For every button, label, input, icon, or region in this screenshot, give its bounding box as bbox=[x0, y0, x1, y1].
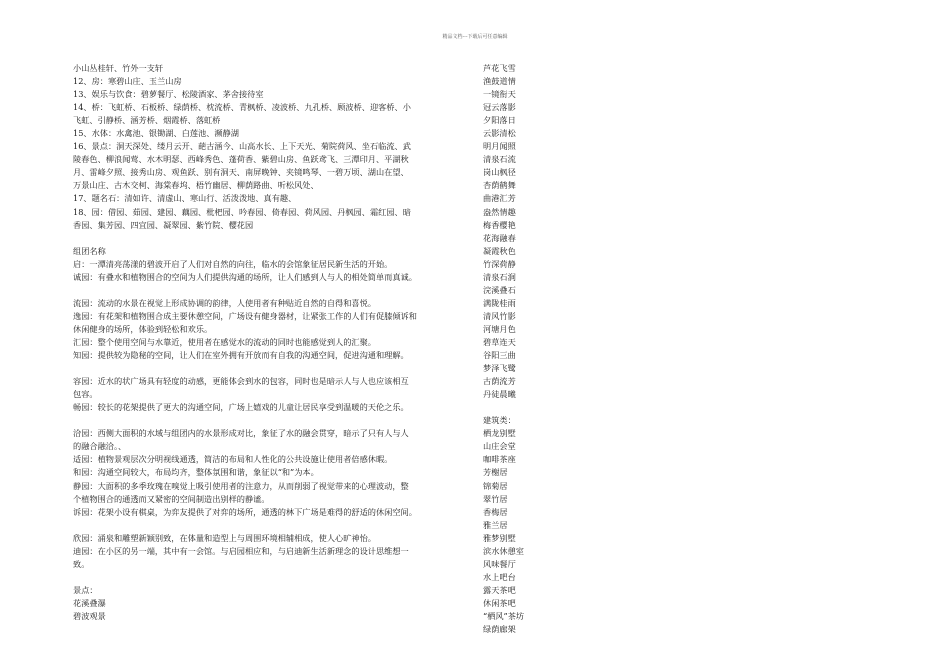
side-text-line: 滨水休憩室 bbox=[483, 545, 524, 556]
side-text-line: 水上吧台 bbox=[483, 571, 516, 582]
side-text-line: 杏荫鹤舞 bbox=[483, 180, 516, 191]
text-line: 包容。 bbox=[73, 389, 98, 400]
text-line: 启：一潭清亮荡漾的碧波开启了人们对自然的向往，临水的会馆象征居民新生活的开始。 bbox=[73, 258, 393, 269]
main-text-column bbox=[73, 62, 473, 623]
text-line: 和园：沟通空间较大，布局均齐，整体氛围和谐，象征以“和”为本。 bbox=[73, 467, 319, 478]
text-line: 休闲健身的场所，体验到轻松和欢乐。 bbox=[73, 323, 213, 334]
side-text-line: 岗山枫径 bbox=[483, 167, 516, 178]
text-line: 月、雷峰夕照、接秀山房、观鱼跃、别有洞天、南屏晚钟、夹镜鸣琴、一碧万顷、湖山在望、 bbox=[73, 167, 409, 178]
text-line: 18、园：借园、茹园、建园、藕园、枇杷园、吟春园、倚春园、荷风园、丹枫园、霜红园、暗 bbox=[73, 206, 411, 217]
side-text-line: 雅梦别墅 bbox=[483, 532, 516, 543]
side-text-line: 绿荫廊架 bbox=[483, 624, 516, 635]
side-text-line: 建筑类： bbox=[483, 415, 516, 426]
side-text-line: 一镜衔天 bbox=[483, 89, 516, 100]
side-text-line: 雅兰居 bbox=[483, 519, 508, 530]
text-line: 个植物围合的通透而又紧密的空间制造出别样的静谧。 bbox=[73, 493, 270, 504]
text-line: 香园、集芳园、四宜园、凝翠园、紫竹院、樱花园 bbox=[73, 219, 254, 230]
text-line: 16、景点：洞天深处、缕月云开、葩古涵今、山高水长、上下天光、菊院荷风、坐石临流、武 bbox=[73, 141, 411, 152]
text-line bbox=[73, 232, 473, 245]
text-line: 汇园：整个使用空间与水靠近，使用者在感觉水的流动的同时也能感觉到人的汇聚。 bbox=[73, 336, 376, 347]
text-line: 欣园：涌泉和雕塑新颖别致，在体量和造型上与周围环境相辅相成，使人心旷神怡。 bbox=[73, 532, 376, 543]
text-line: 万景山庄、古木交柯、海棠春坞、梧竹幽居、柳荫路曲、听松风处、 bbox=[73, 180, 319, 191]
side-text-line: 芳榭居 bbox=[483, 467, 508, 478]
side-text-line: 清风竹影 bbox=[483, 310, 516, 321]
text-line: 陵春色、柳浪闻莺、水木明瑟、西峰秀色、蓬荷香、紫碧山房、鱼跃鸢飞、三潭印月、平湖秋 bbox=[73, 154, 409, 165]
side-text-line: 碧草连天 bbox=[483, 336, 516, 347]
side-text-line: 香梅居 bbox=[483, 506, 508, 517]
text-line: 组团名称 bbox=[73, 245, 106, 256]
side-text-line: 翠竹居 bbox=[483, 493, 508, 504]
text-line: 碧波观景 bbox=[73, 610, 106, 621]
text-line: 飞虹、引静桥、涵芳桥、烟霞桥、落虹桥 bbox=[73, 115, 221, 126]
text-line: 容园：近水的状广场具有轻度的动感，更能体会到水的包容，同时也是暗示人与人也应该相互 bbox=[73, 376, 409, 387]
text-line: 致。 bbox=[73, 558, 90, 569]
text-line: 12、房：寒碧山庄、玉兰山房 bbox=[73, 76, 182, 87]
text-line bbox=[73, 284, 473, 297]
side-text-line: 曲港汇芳 bbox=[483, 193, 516, 204]
side-text-line: 盎然情趣 bbox=[483, 206, 516, 217]
side-text-line: 花海融春 bbox=[483, 232, 516, 243]
page-header: 精品文档---下载后可任意编辑 bbox=[442, 34, 508, 40]
side-text-line: 栖龙别墅 bbox=[483, 428, 516, 439]
side-text-line: 山庄会堂 bbox=[483, 441, 516, 452]
side-text-line: 云影清松 bbox=[483, 128, 516, 139]
text-line: 迪园：在小区的另一端，其中有一会馆。与启园相应和，与启迪新生活新理念的设计思维想一 bbox=[73, 545, 409, 556]
side-text-line: 清泉石涧 bbox=[483, 271, 516, 282]
side-text-line: 梦泽飞鹭 bbox=[483, 363, 516, 374]
side-text-line: 露天茶吧 bbox=[483, 584, 516, 595]
text-line bbox=[73, 571, 473, 584]
side-text-line: 梅香樱艳 bbox=[483, 219, 516, 230]
side-text-line: 风味餐厅 bbox=[483, 558, 516, 569]
text-line: 17、题名石：清如许、清虚山、寒山行、活泼泼地、真有趣、 bbox=[73, 193, 297, 204]
text-line bbox=[73, 519, 473, 532]
side-text-column bbox=[483, 62, 563, 636]
side-text-line: 锦菊居 bbox=[483, 480, 508, 491]
side-text-line: “栖风”茶坊 bbox=[483, 610, 525, 621]
text-line: 景点： bbox=[73, 584, 98, 595]
side-text-line: 古荫流芳 bbox=[483, 376, 516, 387]
text-line: 14、桥：飞虹桥、石板桥、绿荫桥、枕流桥、青枫桥、凌波桥、九孔桥、顾波桥、迎客桥、小 bbox=[73, 102, 411, 113]
text-line: 的融合融洽。、 bbox=[73, 441, 127, 452]
text-line: 诚园：有叠水和植物围合的空间为人们提供沟通的场所，让人们感到人与人的相处简单而真诚。 bbox=[73, 271, 417, 282]
text-line: 适园：植物景观层次分明视线通透，简洁的布局和人性化的公共设施让使用者倍感休暇。 bbox=[73, 454, 393, 465]
side-text-line: 夕阳落日 bbox=[483, 115, 516, 126]
side-text-line: 渔鼓道情 bbox=[483, 76, 516, 87]
side-text-line: 浣溪叠石 bbox=[483, 284, 516, 295]
side-text-line: 满陇桂雨 bbox=[483, 297, 516, 308]
text-line: 13、娱乐与饮食：碧萝餐厅、松陵酒家、茅舍接待室 bbox=[73, 89, 264, 100]
side-text-line: 芦花飞雪 bbox=[483, 63, 516, 73]
text-line: 流园：流动的水景在视觉上形成协调的韵律，人使用者有种贴近自然的自得和喜悦。 bbox=[73, 297, 376, 308]
text-line bbox=[73, 362, 473, 375]
text-line: 花溪叠瀑 bbox=[73, 597, 106, 608]
text-line: 知园：提供较为隐秘的空间，让人们在室外拥有开放而有自我的沟通空间，促进沟通和理解。 bbox=[73, 350, 409, 361]
text-line: 畅园：较长的花架提供了更大的沟通空间，广场上嬉戏的儿童让居民享受到温暖的天伦之乐。 bbox=[73, 402, 409, 413]
side-text-line: 清泉石流 bbox=[483, 154, 516, 165]
side-text-line: 竹深荷静 bbox=[483, 258, 516, 269]
side-text-line: 凝霞秋色 bbox=[483, 245, 516, 256]
text-line bbox=[73, 414, 473, 427]
text-line: 15、水体：水禽池、银锄湖、白莲池、濒静湖 bbox=[73, 128, 239, 139]
text-line: 小山丛桂轩、竹外一支轩 bbox=[73, 63, 164, 73]
text-line: 静园：大面积的多季玫瑰在嗅觉上吸引使用者的注意力，从而削弱了视觉带来的心理波动，整 bbox=[73, 480, 409, 491]
side-text-line: 明月闻照 bbox=[483, 141, 516, 152]
side-text-line: 河塘月色 bbox=[483, 323, 516, 334]
side-text-line: 谷阳三曲 bbox=[483, 350, 516, 361]
text-line: 洽园：西侧大面积的水域与组团内的水景形成对比，象征了水的融会贯穿，暗示了只有人与人 bbox=[73, 428, 409, 439]
side-text-line bbox=[483, 401, 563, 414]
side-text-line: 冠云落影 bbox=[483, 102, 516, 113]
side-text-line: 丹徒晨曦 bbox=[483, 389, 516, 400]
side-text-line: 休闲茶吧 bbox=[483, 597, 516, 608]
side-text-line: 咖啡茶座 bbox=[483, 454, 516, 465]
text-line: 诉园：花架小设有棋桌，为弈友提供了对弈的场所，通透的林下广场是难得的舒适的休闲空间。 bbox=[73, 506, 417, 517]
text-line: 逸园：有花架和植物围合成主要休憩空间，广场设有健身器材，让紧张工作的人们有促膝倾诉和 bbox=[73, 310, 417, 321]
